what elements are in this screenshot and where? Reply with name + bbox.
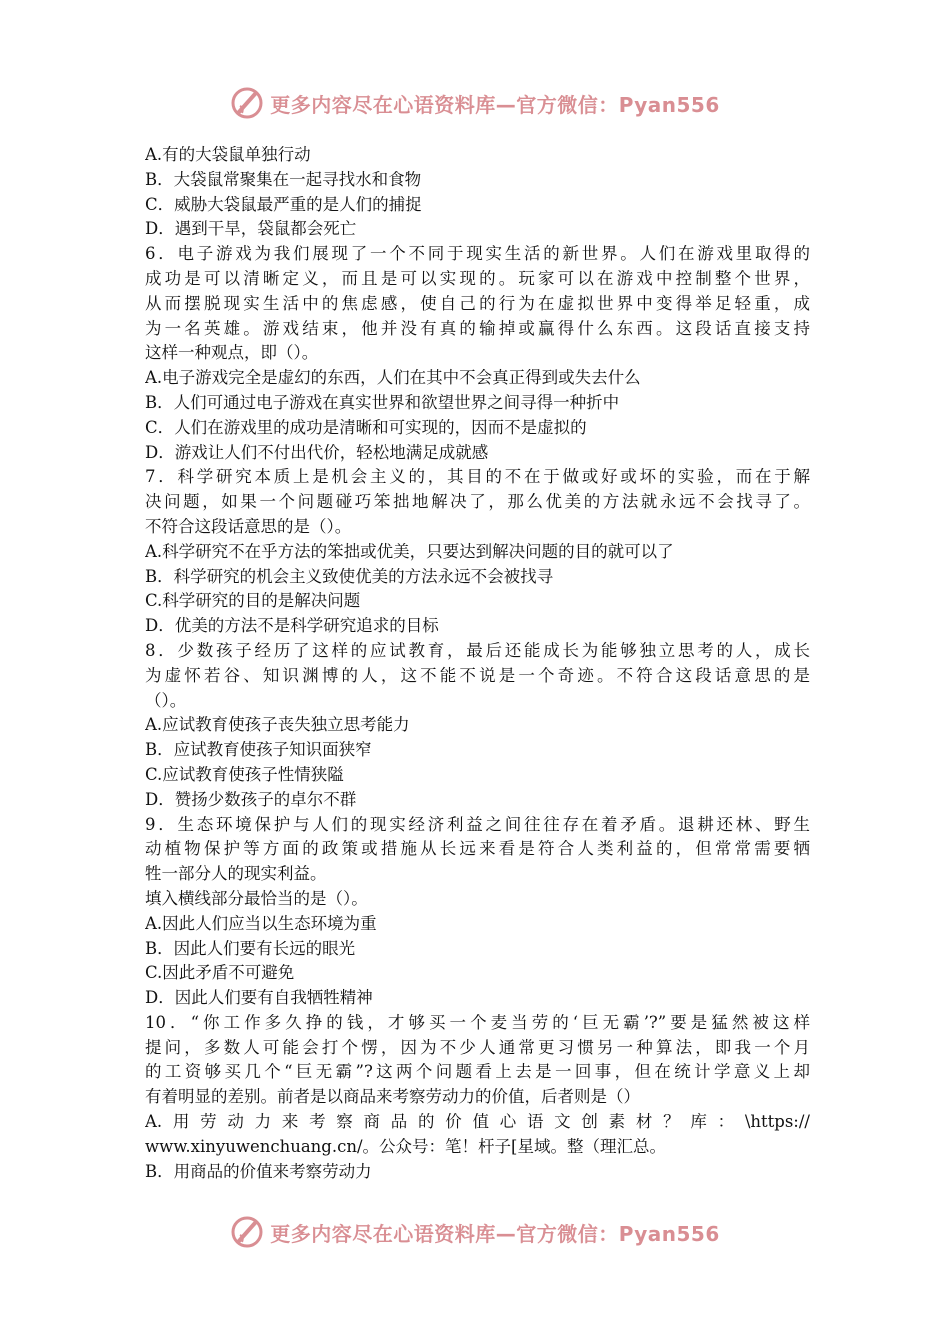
text-line: 决问题，如果一个问题碰巧笨拙地解决了，那么优美的方法就永远不会找寻了。 — [145, 492, 810, 512]
text-line: B．因此人们要有长远的眼光 — [145, 938, 356, 958]
text-line: B．大袋鼠常聚集在一起寻找水和食物 — [145, 169, 422, 189]
text-line: A.电子游戏完全是虚幻的东西，人们在其中不会真正得到或失去什么 — [145, 368, 641, 388]
watermark-text: 更多内容尽在心语资料库—官方微信：Pyan556 — [270, 92, 720, 117]
text-line: A.有的大袋鼠单独行动 — [145, 145, 311, 164]
text-line: A.应试教育使孩子丧失独立思考能力 — [145, 715, 410, 735]
text-line: 有着明显的差别。前者是以商品来考察劳动力的价值，后者则是（） — [145, 1087, 640, 1107]
text-line: A.用劳动力来考察商品的价值心语文创素材？库：\https:// — [145, 1112, 810, 1132]
text-line: 8．少数孩子经历了这样的应试教育，最后还能成长为能够独立思考的人，成长 — [145, 640, 810, 660]
brush-logo-icon — [230, 1215, 264, 1249]
text-line: 不符合这段话意思的是（）。 — [145, 516, 352, 536]
header-watermark-banner — [0, 83, 950, 123]
text-line: 填入横线部分最恰当的是（）。 — [145, 888, 368, 908]
text-line: C．人们在游戏里的成功是清晰和可实现的，因而不是虚拟的 — [145, 417, 587, 437]
text-line: 动植物保护等方面的政策或措施从长远来看是符合人类利益的，但常常需要牺 — [145, 839, 810, 859]
text-line: 6．电子游戏为我们展现了一个不同于现实生活的新世界。人们在游戏里取得的 — [145, 244, 810, 264]
text-line: A.因此人们应当以生态环境为重 — [145, 913, 377, 933]
text-line: 9．生态环境保护与人们的现实经济利益之间往往存在着矛盾。退耕还林、野生 — [145, 814, 810, 834]
text-line: 提问，多数人可能会打个愣，因为不少人通常更习惯另一种算法，即我一个月 — [145, 1037, 810, 1057]
text-line: C.因此矛盾不可避免 — [145, 963, 295, 983]
text-line: 牲一部分人的现实利益。 — [145, 864, 327, 884]
text-line: D．因此人们要有自我牺牲精神 — [145, 988, 373, 1008]
watermark-text: 更多内容尽在心语资料库—官方微信：Pyan556 — [270, 1221, 720, 1246]
text-line: 成功是可以清晰定义，而且是可以实现的。玩家可以在游戏中控制整个世界， — [145, 268, 810, 288]
text-line: 为一名英雄。游戏结束，他并没有真的输掉或赢得什么东西。这段话直接支持 — [145, 318, 810, 338]
text-line: 10．“你工作多久挣的钱，才够买一个麦当劳的‘巨无霸’?”要是猛然被这样 — [145, 1012, 810, 1032]
text-line: B．用商品的价值来考察劳动力 — [145, 1161, 372, 1181]
text-line: B．科学研究的机会主义致使优美的方法永远不会被找寻 — [145, 566, 554, 586]
text-line: 的工资够买几个“巨无霸”?这两个问题看上去是一回事，但在统计学意义上却 — [145, 1062, 810, 1082]
text-line: 从而摆脱现实生活中的焦虑感，使自己的行为在虚拟世界中变得举足轻重，成 — [145, 293, 810, 313]
text-line: 这样一种观点，即（）。 — [145, 343, 319, 363]
text-line: 7．科学研究本质上是机会主义的，其目的不在于做或好或坏的实验，而在于解 — [145, 467, 810, 487]
text-line: B．应试教育使孩子知识面狭窄 — [145, 740, 372, 760]
text-line: C.科学研究的目的是解决问题 — [145, 591, 361, 611]
text-line: D．赞扬少数孩子的卓尔不群 — [145, 789, 357, 809]
text-line: C.应试教育使孩子性情狭隘 — [145, 764, 344, 784]
document-body — [145, 143, 810, 1184]
text-line: D．遇到干旱，袋鼠都会死亡 — [145, 219, 357, 239]
text-line: C．威胁大袋鼠最严重的是人们的捕捉 — [145, 194, 422, 214]
text-line: （）。 — [145, 690, 187, 710]
text-line: D．优美的方法不是科学研究追求的目标 — [145, 616, 439, 636]
text-line: www.xinyuwenchuang.cn/。公众号：笔！杆子[星域。整（理汇总。 — [145, 1136, 666, 1156]
text-line: 为虚怀若谷、知识渊博的人，这不能不说是一个奇迹。不符合这段话意思的是 — [145, 665, 810, 685]
brush-logo-icon — [230, 86, 264, 120]
footer-watermark-banner — [0, 1212, 950, 1252]
text-line: B．人们可通过电子游戏在真实世界和欲望世界之间寻得一种折中 — [145, 392, 620, 412]
text-line: D．游戏让人们不付出代价，轻松地满足成就感 — [145, 442, 489, 462]
text-line: A.科学研究不在乎方法的笨拙或优美，只要达到解决问题的目的就可以了 — [145, 541, 674, 561]
